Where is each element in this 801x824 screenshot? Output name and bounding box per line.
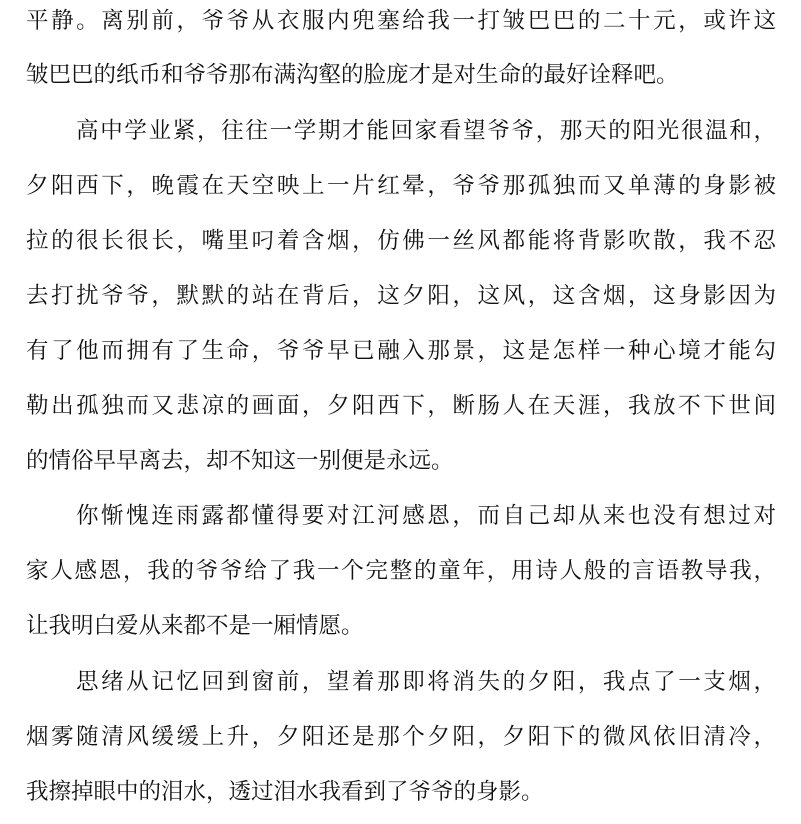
text-line: 平静。离别前，爷爷从衣服内兜塞给我一打皱巴巴的二十元，或许这 (26, 8, 776, 34)
text-line: 的情俗早早离去，却不知这一别便是永远。 (26, 448, 454, 474)
text-line: 烟雾随清风缓缓上升，夕阳还是那个夕阳，夕阳下的微风依旧清冷， (26, 724, 776, 750)
text-line: 家人感恩，我的爷爷给了我一个完整的童年，用诗人般的言语教导我， (26, 558, 776, 584)
text-line: 拉的很长很长，嘴里叼着含烟，仿佛一丝风都能将背影吹散，我不忍 (26, 228, 776, 254)
text-line: 夕阳西下，晚霞在天空映上一片红晕，爷爷那孤独而又单薄的身影被 (26, 173, 776, 199)
paragraph-start-line: 高中学业紧，往往一学期才能回家看望爷爷，那天的阳光很温和， (76, 118, 776, 144)
text-line: 让我明白爱从来都不是一厢情愿。 (26, 613, 364, 639)
text-line: 去打扰爷爷，默默的站在背后，这夕阳，这风，这含烟，这身影因为 (26, 283, 776, 309)
text-line: 我擦掉眼中的泪水，透过泪水我看到了爷爷的身影。 (26, 779, 544, 805)
paragraph-start-line: 思绪从记忆回到窗前，望着那即将消失的夕阳，我点了一支烟， (76, 669, 776, 695)
text-line: 皱巴巴的纸币和爷爷那布满沟壑的脸庞才是对生命的最好诠释吧。 (26, 62, 679, 88)
text-line: 勒出孤独而又悲凉的画面，夕阳西下，断肠人在天涯，我放不下世间 (26, 393, 776, 419)
paragraph-start-line: 你惭愧连雨露都懂得要对江河感恩，而自己却从来也没有想过对 (76, 503, 776, 529)
text-line: 有了他而拥有了生命，爷爷早已融入那景，这是怎样一种心境才能勾 (26, 338, 776, 364)
